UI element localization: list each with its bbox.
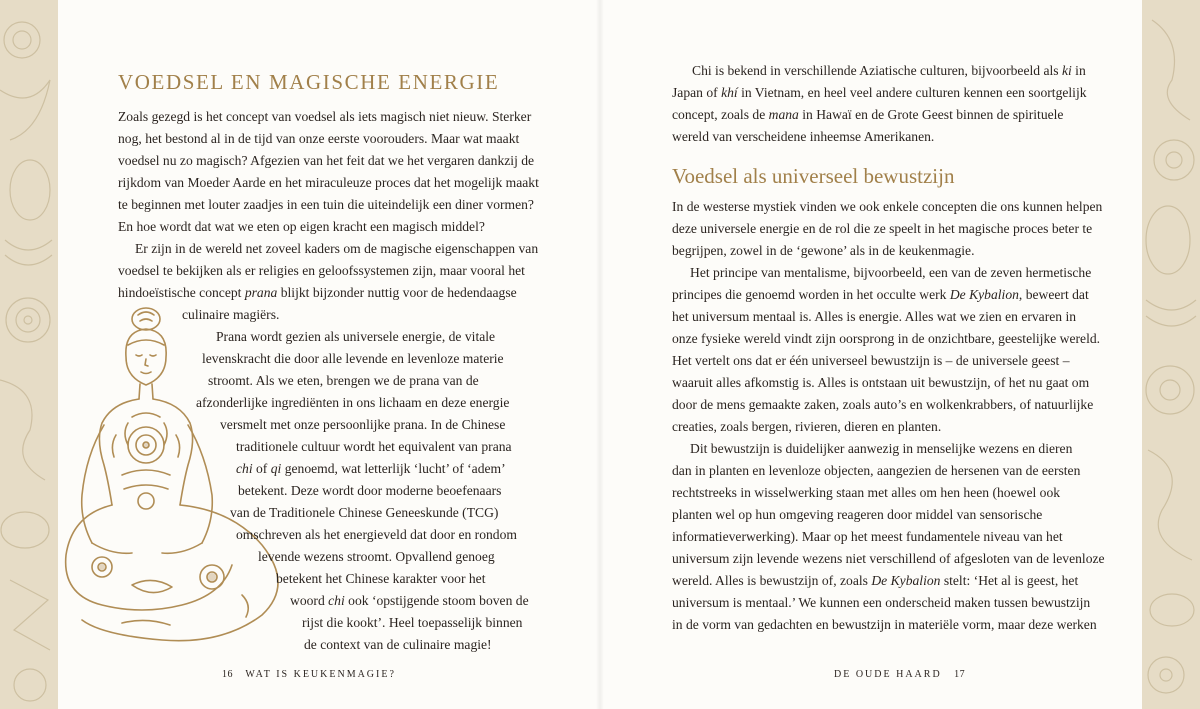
text-line: woord chi ook ‘opstijgende stoom boven de	[290, 593, 529, 608]
text-line: betekent. Deze wordt door moderne beoefenaars	[238, 483, 502, 498]
botanical-pattern-icon	[0, 0, 58, 709]
text-line: culinaire magiërs.	[182, 307, 280, 322]
right-margin-botanical-pattern	[1142, 0, 1200, 709]
text-line: de context van de culinaire magie!	[304, 637, 492, 652]
right-footer	[834, 669, 973, 680]
text-line: concept, zoals de mana in Hawaï en de Grote Geest binnen de spirituele	[672, 107, 1064, 122]
text-line: van de Traditionele Chinese Geneeskunde (TCG)	[230, 505, 499, 520]
text-line: voedsel nu zo magisch? Afgezien van het feit dat we het vergaren dankzij de	[118, 153, 535, 168]
text-line: levenskracht die door alle levende en levenloze materie	[202, 351, 504, 366]
text-line: deze universele energie en de rol die ze speelt in het magische proces beter te	[672, 221, 1093, 236]
text-line: rijst die kookt’. Heel toepasselijk binnen	[302, 615, 523, 630]
text-line: In de westerse mystiek vinden we ook enkele concepten die ons kunnen helpen	[672, 199, 1103, 214]
text-line: omschreven als het energieveld dat door en rondom	[236, 527, 517, 542]
left-footer	[214, 669, 396, 680]
text-line: nog, het bestond al in de tijd van onze eerste voorouders. Maar wat maakt	[118, 131, 520, 146]
text-line: universum is mentaal.’ We kunnen een onderscheid maken tussen bewustzijn	[672, 595, 1091, 610]
text-line: traditionele cultuur wordt het equivalent van prana	[236, 439, 512, 454]
text-line: versmelt met onze persoonlijke prana. In de Chinese	[220, 417, 506, 432]
text-line: Er zijn in de wereld net zoveel kaders om de magische eigenschappen van	[135, 241, 539, 256]
text-line: voedsel te bekijken als er religies en geloofssystemen zijn, maar vooral het	[118, 263, 525, 278]
botanical-pattern-icon	[1142, 0, 1200, 709]
text-line: chi of qi genoemd, wat letterlijk ‘lucht’ of ‘adem’	[236, 461, 506, 476]
text-line: betekent het Chinese karakter voor het	[276, 571, 486, 586]
text-line: rechtstreeks in wisselwerking staan met alles om hen heen (hoewel ook	[672, 485, 1061, 500]
text-line: Het principe van mentalisme, bijvoorbeeld, een van de zeven hermetische	[690, 265, 1092, 280]
text-line: wereld van verscheidene inheemse Amerikanen.	[672, 129, 935, 144]
section-subheading: Voedsel als universeel bewustzijn	[672, 164, 955, 188]
text-line: te beginnen met louter zaadjes in een tuin die uiteindelijk een diner vormen?	[118, 197, 534, 212]
text-line: informatieverwerking). Maar op het meest fundamentele niveau van het	[672, 529, 1063, 544]
text-line: Dit bewustzijn is duidelijker aanwezig in menselijke wezens en dieren	[690, 441, 1073, 456]
text-line: universum zijn levende wezens niet verschillend of afgesloten van de levenloze	[672, 551, 1105, 566]
section-heading: VOEDSEL EN MAGISCHE ENERGIE	[118, 70, 500, 94]
text-line: En hoe wordt dat wat we eten op eigen kracht een magisch middel?	[118, 219, 485, 234]
text-line: door de mens gemaakte zaken, zoals auto’s en wolkenkrabbers, of natuurlijke	[672, 397, 1094, 412]
text-line: onze fysieke wereld vindt zijn oorsprong in de onzichtbare, geestelijke wereld.	[672, 331, 1101, 346]
page-number: 17	[954, 669, 966, 680]
text-line: afzonderlijke ingrediënten in ons lichaam en deze energie	[196, 395, 510, 410]
text-line: levende wezens stroomt. Opvallend genoeg	[258, 549, 495, 564]
left-margin-botanical-pattern	[0, 0, 58, 709]
text-line: creaties, zoals bergen, rivieren, dieren en planten.	[672, 419, 942, 434]
text-line: Zoals gezegd is het concept van voedsel als iets magisch niet nieuw. Sterker	[118, 109, 532, 124]
book-gutter	[596, 0, 604, 709]
text-line: het universum mentaal is. Alles is energie. Alles wat we zien en ervaren in	[672, 309, 1077, 324]
text-line: begrijpen, zowel in de ‘gewone’ als in de keukenmagie.	[672, 243, 975, 258]
text-line: dan in planten en levenloze objecten, aangezien de hersenen van de eersten	[672, 463, 1081, 478]
text-line: hindoeïstische concept prana blijkt bijzonder nuttig voor de hedendaagse	[118, 285, 517, 300]
text-line: Prana wordt gezien als universele energie, de vitale	[216, 329, 496, 344]
text-line: wereld. Alles is bewustzijn of, zoals De Kybalion stelt: ‘Het al is geest, het	[672, 573, 1079, 588]
text-line: Het vertelt ons dat er één universeel bewustzijn is – de universele geest –	[672, 353, 1070, 368]
running-title: DE OUDE HAARD	[834, 669, 942, 680]
text-line: in de vorm van gedachten en bewustzijn in materiële vorm, maar deze werken	[672, 617, 1097, 632]
text-line: stroomt. Als we eten, brengen we de prana van de	[208, 373, 479, 388]
text-line: planten wel op hun omgeving reageren door middel van sensorische	[672, 507, 1043, 522]
running-title: WAT IS KEUKENMAGIE?	[245, 669, 396, 680]
text-line: Chi is bekend in verschillende Aziatische culturen, bijvoorbeeld als ki in	[692, 63, 1086, 78]
text-line: principes die genoemd worden in het occulte werk De Kybalion, beweert dat	[672, 287, 1089, 302]
text-line: Japan of khí in Vietnam, en heel veel andere culturen kennen een soortgelijk	[672, 85, 1087, 100]
text-line: rijkdom van Moeder Aarde en het miraculeuze proces dat het mogelijk maakt	[118, 175, 539, 190]
text-line: waaruit alles afkomstig is. Alles is ontstaan uit bewustzijn, of het nu gaat om	[672, 375, 1090, 390]
page-number: 16	[222, 669, 233, 680]
